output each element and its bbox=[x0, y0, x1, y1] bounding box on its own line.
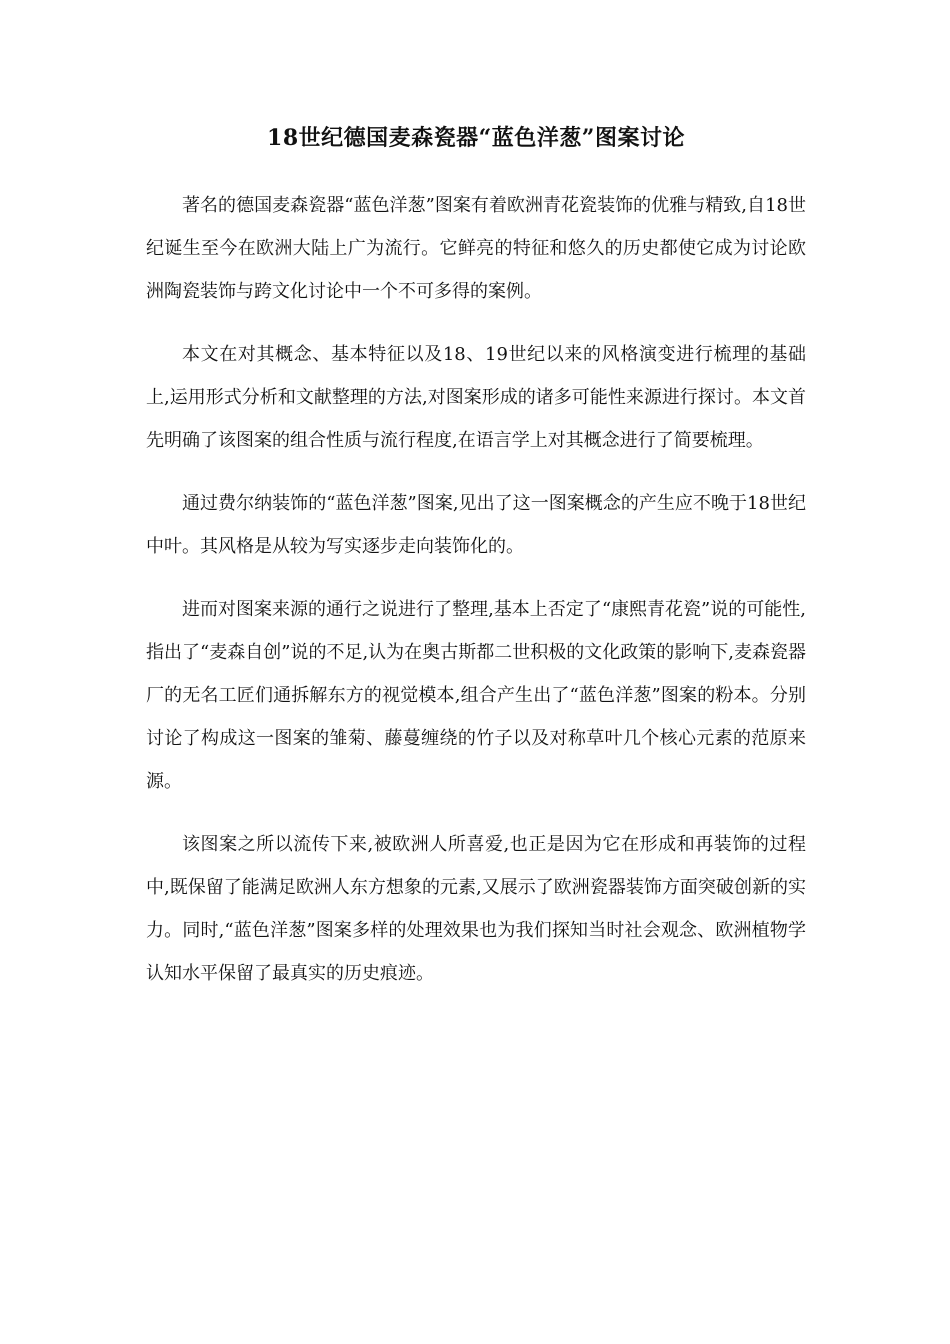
paragraph-2: 本文在对其概念、基本特征以及18、19世纪以来的风格演变进行梳理的基础上,运用形式分析和文献整理的方法,对图案形成的诸多可能性来源进行探讨。本文首先明确了该图案的组合性质与流行程度,在语言学上对其概念进行了简要梳理。 bbox=[146, 344, 806, 451]
paragraph-1: 著名的德国麦森瓷器“蓝色洋葱”图案有着欧洲青花瓷装饰的优雅与精致,自18世纪诞生至今在欧洲大陆上广为流行。它鲜亮的特征和悠久的历史都使它成为讨论欧洲陶瓷装饰与跨文化讨论中一个不可多得的案例。 bbox=[146, 195, 806, 302]
document-page bbox=[146, 118, 806, 1015]
document-title: 18世纪德国麦森瓷器“蓝色洋葱”图案讨论 bbox=[267, 125, 685, 151]
paragraph-5: 该图案之所以流传下来,被欧洲人所喜爱,也正是因为它在形成和再装饰的过程中,既保留了能满足欧洲人东方想象的元素,又展示了欧洲瓷器装饰方面突破创新的实力。同时,“蓝色洋葱”图案多样的处理效果也为我们探知当时社会观念、欧洲植物学认知水平保留了最真实的历史痕迹。 bbox=[146, 834, 806, 984]
paragraph-3: 通过费尔纳装饰的“蓝色洋葱”图案,见出了这一图案概念的产生应不晚于18世纪中叶。其风格是从较为写实逐步走向装饰化的。 bbox=[146, 493, 806, 557]
paragraph-4: 进而对图案来源的通行之说进行了整理,基本上否定了“康熙青花瓷”说的可能性,指出了“麦森自创”说的不足,认为在奥古斯都二世积极的文化政策的影响下,麦森瓷器厂的无名工匠们通拆解东方的视觉模本,组合产生出了“蓝色洋葱”图案的粉本。分别讨论了构成这一图案的雏菊、藤蔓缠绕的竹子以及对称草叶几个核心元素的范原来源。 bbox=[146, 599, 806, 792]
